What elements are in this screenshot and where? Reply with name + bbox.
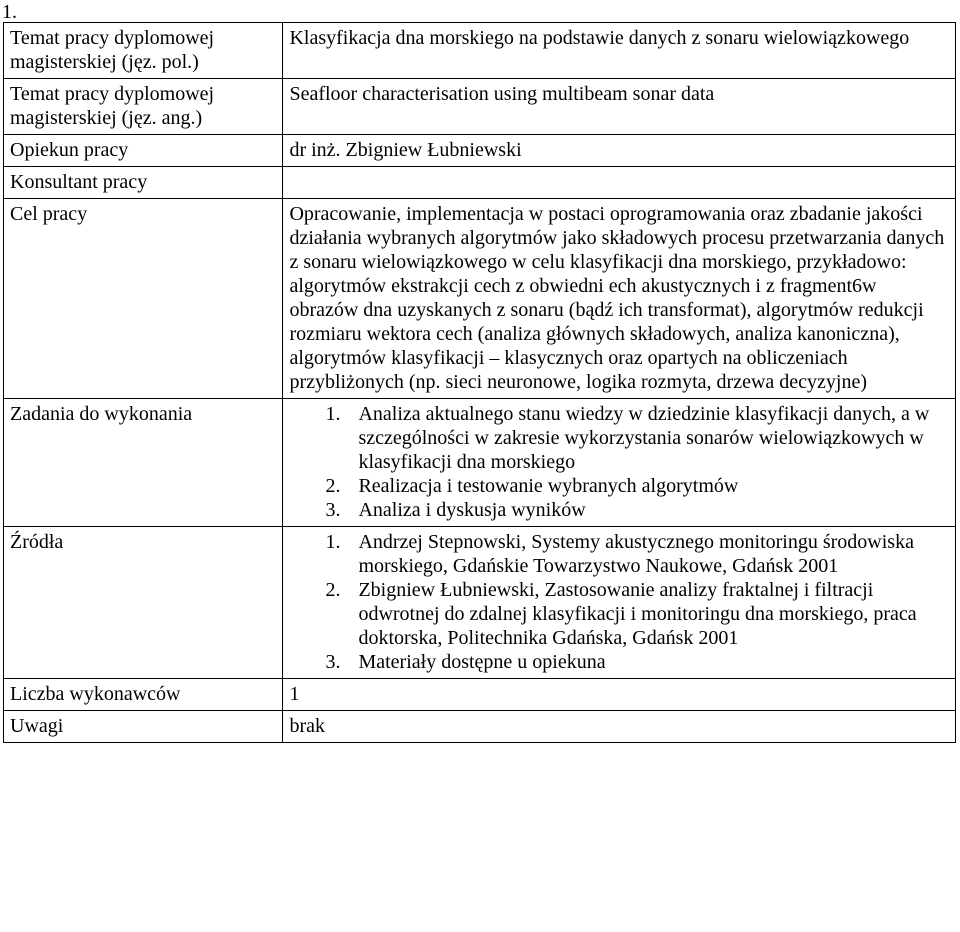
list-item-number: 2.	[325, 475, 341, 497]
list-item-number: 2.	[325, 579, 341, 601]
row-sources	[4, 527, 956, 679]
list-item	[289, 650, 949, 674]
list-item	[289, 402, 949, 474]
value-sources	[283, 527, 956, 679]
list-item	[289, 498, 949, 522]
sources-list	[289, 530, 949, 674]
list-item	[289, 578, 949, 650]
thesis-info-table	[3, 22, 956, 743]
label-authors-count: Liczba wykonawców	[4, 679, 283, 711]
list-item	[289, 474, 949, 498]
value-goal: Opracowanie, implementacja w postaci oprogramowania oraz zbadanie jakości działania wybranych algorytmów jako składowych procesu przetwarzania danych z sonaru wielowiązkowego w celu klasyfikacji dna morskiego, przykładowo: algorytmów ekstrakcji cech z obwiedni ech akustycznych i z fragment6w obrazów dna uzyskanych z sonaru (bądź ich transformat), algorytmów redukcji rozmiaru wektora cech (analiza głównych składowych, analiza kanoniczna), algorytmów klasyfikacji – klasycznych oraz opartych na obliczeniach przybliżonych (np. sieci neuronowe, logika rozmyta, drzewa decyzyjne)	[283, 199, 956, 399]
list-item-text: Zbigniew Łubniewski, Zastosowanie analizy fraktalnej i filtracji odwrotnej do zdalnej klasyfikacji i monitoringu dna morskiego, praca doktorska, Politechnika Gdańska, Gdańsk 2001	[358, 579, 917, 649]
value-topic-pl: Klasyfikacja dna morskiego na podstawie danych z sonaru wielowiązkowego	[283, 23, 956, 79]
label-notes: Uwagi	[4, 711, 283, 743]
label-topic-pl: Temat pracy dyplomowej magisterskiej (jęz. pol.)	[4, 23, 283, 79]
list-item-number: 1.	[325, 403, 341, 425]
value-consultant	[283, 167, 956, 199]
value-authors-count: 1	[283, 679, 956, 711]
value-topic-en: Seafloor characterisation using multibeam sonar data	[283, 79, 956, 135]
list-item-text: Materiały dostępne u opiekuna	[358, 651, 606, 673]
row-tasks	[4, 399, 956, 527]
item-number: 1.	[2, 1, 17, 23]
list-item	[289, 530, 949, 578]
label-topic-en: Temat pracy dyplomowej magisterskiej (jęz. ang.)	[4, 79, 283, 135]
list-item-text: Analiza i dyskusja wyników	[358, 499, 586, 521]
row-notes	[4, 711, 956, 743]
label-consultant: Konsultant pracy	[4, 167, 283, 199]
label-goal: Cel pracy	[4, 199, 283, 399]
row-supervisor	[4, 135, 956, 167]
row-authors-count	[4, 679, 956, 711]
row-topic-pl	[4, 23, 956, 79]
label-supervisor: Opiekun pracy	[4, 135, 283, 167]
row-topic-en	[4, 79, 956, 135]
row-goal	[4, 199, 956, 399]
list-item-text: Realizacja i testowanie wybranych algorytmów	[358, 475, 739, 497]
row-consultant	[4, 167, 956, 199]
value-notes: brak	[283, 711, 956, 743]
label-tasks: Zadania do wykonania	[4, 399, 283, 527]
label-sources: Źródła	[4, 527, 283, 679]
list-item-number: 1.	[325, 531, 341, 553]
value-tasks	[283, 399, 956, 527]
list-item-text: Andrzej Stepnowski, Systemy akustycznego monitoringu środowiska morskiego, Gdańskie Towarzystwo Naukowe, Gdańsk 2001	[358, 531, 914, 577]
list-item-text: Analiza aktualnego stanu wiedzy w dziedzinie klasyfikacji danych, a w szczególności w zakresie wykorzystania sonarów wielowiązkowych w klasyfikacji dna morskiego	[358, 403, 930, 473]
list-item-number: 3.	[325, 651, 341, 673]
list-item-number: 3.	[325, 499, 341, 521]
tasks-list	[289, 402, 949, 522]
value-supervisor: dr inż. Zbigniew Łubniewski	[283, 135, 956, 167]
